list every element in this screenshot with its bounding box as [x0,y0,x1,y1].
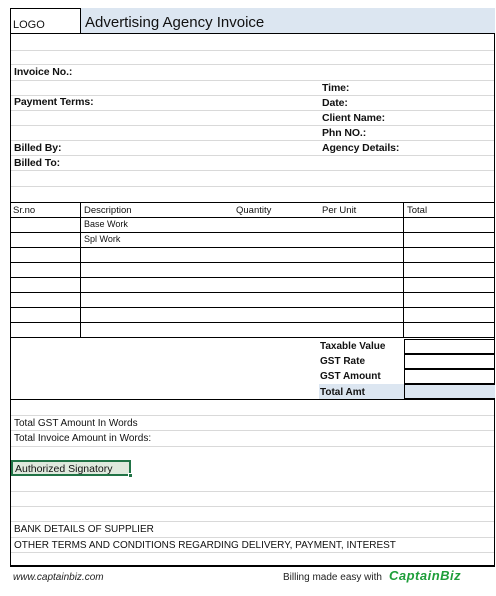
header-srno[interactable]: Sr.no [10,203,81,217]
table-row [10,233,495,248]
cell-srno[interactable] [10,233,81,247]
fill-handle[interactable] [128,473,133,478]
cell-total[interactable] [404,248,495,262]
cell-per-unit[interactable] [319,233,404,247]
table-row [10,308,495,323]
cell-per-unit[interactable] [319,308,404,322]
cell-srno[interactable] [10,278,81,292]
date-label[interactable]: Date: [322,97,348,109]
cell-srno[interactable] [10,248,81,262]
table-header-row [10,202,495,218]
cell-quantity[interactable] [233,293,319,307]
cell-total[interactable] [404,278,495,292]
cell-srno[interactable] [10,263,81,277]
agency-details-label[interactable]: Agency Details: [322,142,400,154]
cell-per-unit[interactable] [319,263,404,277]
cell-total[interactable] [404,293,495,307]
header-description[interactable]: Description [84,205,132,216]
gst-amount-label[interactable]: GST Amount [320,371,381,382]
table-row [10,218,495,233]
cell-description[interactable]: Base Work [84,219,128,229]
cell-per-unit[interactable] [319,323,404,337]
cell-description[interactable]: Spl Work [84,234,121,244]
invoice-no-label[interactable]: Invoice No.: [14,66,73,78]
payment-terms-label[interactable]: Payment Terms: [14,96,94,108]
cell-quantity[interactable] [233,248,319,262]
cell-total[interactable] [404,233,495,247]
cell-description[interactable] [81,248,233,262]
time-label[interactable]: Time: [322,82,350,94]
table-row [10,293,495,308]
cell-per-unit[interactable] [319,293,404,307]
other-terms-label[interactable]: OTHER TERMS AND CONDITIONS REGARDING DELIVERY, PAYMENT, INTEREST [14,540,396,551]
cell-total[interactable] [404,308,495,322]
total-amt-cell[interactable] [404,384,495,399]
invoice-title[interactable]: Advertising Agency Invoice [81,8,495,34]
cell-quantity[interactable] [233,263,319,277]
cell-description[interactable] [81,263,233,277]
invoice-in-words-label[interactable]: Total Invoice Amount in Words: [14,433,152,444]
website-link[interactable]: www.captainbiz.com [13,572,104,583]
cell-description[interactable] [81,323,233,337]
taxable-value-cell[interactable] [404,339,495,354]
taxable-value-label[interactable]: Taxable Value [320,341,386,352]
cell-description[interactable] [81,278,233,292]
table-row [10,248,495,263]
logo-cell[interactable]: LOGO [10,8,81,34]
cell-total[interactable] [404,218,495,232]
table-row [10,263,495,278]
cell-total[interactable] [404,323,495,337]
gst-in-words-label[interactable]: Total GST Amount In Words [14,418,138,429]
header-quantity[interactable]: Quantity [236,205,272,216]
gst-amount-cell[interactable] [404,369,495,384]
cell-description[interactable] [81,293,233,307]
header-total[interactable]: Total [407,205,428,216]
billed-by-label[interactable]: Billed By: [14,142,62,154]
table-row [10,278,495,293]
cell-per-unit[interactable] [319,248,404,262]
cell-quantity[interactable] [233,233,319,247]
captainbiz-logo: CaptainBiz [389,568,462,583]
billed-to-label[interactable]: Billed To: [14,157,61,169]
cell-quantity[interactable] [233,308,319,322]
cell-srno[interactable] [10,308,81,322]
cell-quantity[interactable] [233,323,319,337]
summary-bottom-border [10,399,495,400]
gst-rate-cell[interactable] [404,354,495,369]
table-row [10,323,495,338]
tagline-text: Billing made easy with [283,572,382,583]
cell-srno[interactable] [10,218,81,232]
header-per-unit[interactable]: Per Unit [319,203,404,217]
cell-description[interactable] [81,308,233,322]
cell-srno[interactable] [10,323,81,337]
authorized-signatory-cell[interactable]: Authorized Signatory [11,460,131,476]
cell-srno[interactable] [10,293,81,307]
cell-quantity[interactable] [233,218,319,232]
phone-no-label[interactable]: Phn NO.: [322,127,367,139]
total-amt-label[interactable]: Total Amt [320,387,365,398]
gst-rate-label[interactable]: GST Rate [320,356,366,367]
cell-total[interactable] [404,263,495,277]
cell-per-unit[interactable] [319,218,404,232]
cell-quantity[interactable] [233,278,319,292]
client-name-label[interactable]: Client Name: [322,112,385,124]
bank-details-label[interactable]: BANK DETAILS OF SUPPLIER [14,524,154,535]
cell-per-unit[interactable] [319,278,404,292]
